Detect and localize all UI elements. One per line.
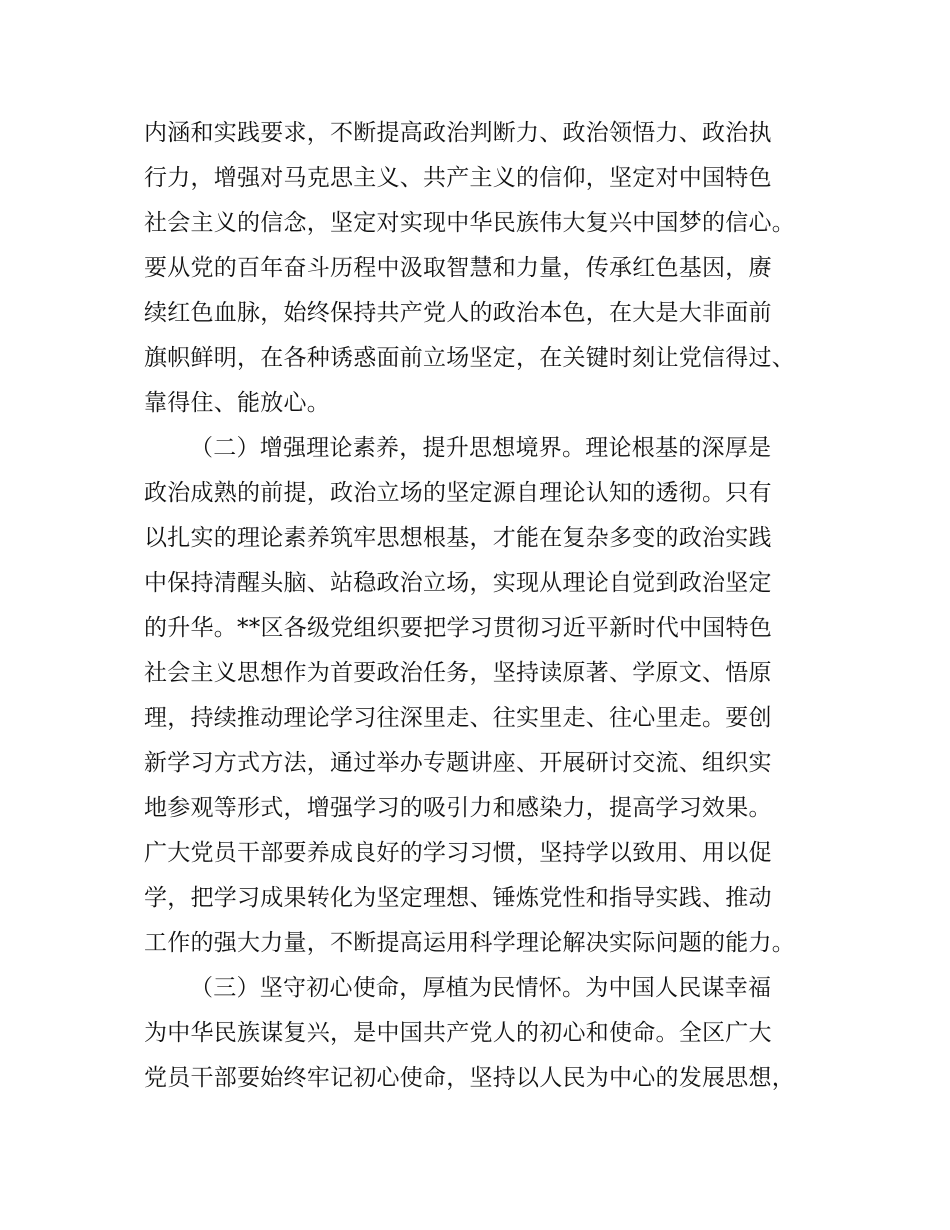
- text-line: 工作的强大力量，不断提高运用科学理论解决实际问题的能力。: [144, 930, 795, 956]
- text-line: 政治成熟的前提，政治立场的坚定源自理论认知的透彻。只有: [144, 480, 772, 506]
- text-line: 广大党员干部要养成良好的学习习惯，坚持学以致用、用以促: [144, 840, 772, 866]
- text-line: 的升华。**区各级党组织要把学习贯彻习近平新时代中国特色: [144, 615, 772, 641]
- text-line: 以扎实的理论素养筑牢思想根基，才能在复杂多变的政治实践: [144, 525, 772, 551]
- section-heading-line: （三）坚守初心使命，厚植为民情怀。为中国人民谋幸福: [190, 975, 772, 1001]
- text-line: 为中华民族谋复兴，是中国共产党人的初心和使命。全区广大: [144, 1020, 772, 1046]
- text-line: 新学习方式方法，通过举办专题讲座、开展研讨交流、组织实: [144, 750, 772, 776]
- document-body: [144, 111, 834, 1101]
- text-line: 地参观等形式，增强学习的吸引力和感染力，提高学习效果。: [144, 795, 772, 821]
- text-line: 党员干部要始终牢记初心使命，坚持以人民为中心的发展思想，: [144, 1065, 795, 1091]
- text-line: 靠得住、能放心。: [144, 390, 330, 416]
- paragraph-1: [144, 111, 834, 426]
- text-line: 旗帜鲜明，在各种诱惑面前立场坚定，在关键时刻让党信得过、: [144, 345, 795, 371]
- text-line: 行力，增强对马克思主义、共产主义的信仰，坚定对中国特色: [144, 165, 772, 191]
- text-line: 社会主义的信念，坚定对实现中华民族伟大复兴中国梦的信心。: [144, 210, 795, 236]
- text-line: 理，持续推动理论学习往深里走、往实里走、往心里走。要创: [144, 705, 772, 731]
- paragraph-2: [144, 426, 834, 966]
- text-line: 学，把学习成果转化为坚定理想、锤炼党性和指导实践、推动: [144, 885, 772, 911]
- section-heading-line: （二）增强理论素养，提升思想境界。理论根基的深厚是: [190, 435, 772, 461]
- text-line: 社会主义思想作为首要政治任务，坚持读原著、学原文、悟原: [144, 660, 772, 686]
- paragraph-3: [144, 966, 834, 1101]
- text-line: 续红色血脉，始终保持共产党人的政治本色，在大是大非面前: [144, 300, 772, 326]
- text-line: 内涵和实践要求，不断提高政治判断力、政治领悟力、政治执: [144, 120, 772, 146]
- text-line: 要从党的百年奋斗历程中汲取智慧和力量，传承红色基因，赓: [144, 255, 772, 281]
- text-line: 中保持清醒头脑、站稳政治立场，实现从理论自觉到政治坚定: [144, 570, 772, 596]
